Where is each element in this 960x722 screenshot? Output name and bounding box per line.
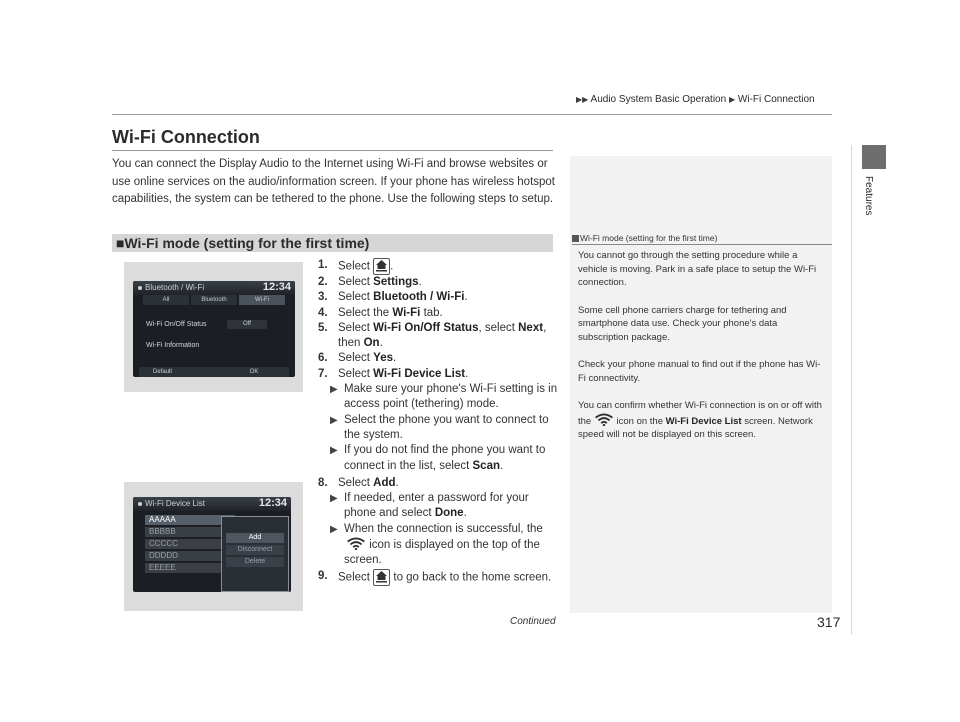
page-number: 317 bbox=[817, 614, 841, 630]
menu-dot-icon bbox=[138, 286, 142, 290]
menu-dot-icon bbox=[138, 502, 142, 506]
screen-tabs bbox=[143, 295, 285, 305]
step-4: 4. Select the Wi-Fi tab. bbox=[318, 306, 443, 319]
tab-all: All bbox=[143, 295, 189, 305]
step-9: 9. Select to go back to the home screen. bbox=[318, 569, 558, 586]
device-list-item: AAAAA bbox=[145, 515, 235, 525]
page-title: Wi-Fi Connection bbox=[112, 127, 260, 147]
step-8-sub-1: ▶ If needed, enter a password for your phone and select Done. bbox=[330, 492, 529, 520]
wifi-icon bbox=[346, 537, 366, 550]
note-heading-text: Wi-Fi mode (setting for the first time) bbox=[580, 233, 718, 243]
home-icon bbox=[373, 258, 390, 275]
step-5: 5. Select Wi-Fi On/Off Status, select Next, then On. bbox=[318, 321, 547, 350]
note-paragraph: You cannot go through the setting procedure while a vehicle is moving. Park in a safe place to setup the Wi-Fi connection. bbox=[578, 250, 817, 288]
home-icon bbox=[373, 569, 390, 586]
triangle-right-icon: ▶▶ bbox=[576, 95, 589, 104]
note-text: You can confirm whether Wi-Fi connection is on or off with the bbox=[578, 400, 822, 427]
note-text: screen. Network speed will not be displayed on this screen. bbox=[578, 415, 813, 440]
step-2: 2. Select Settings. bbox=[318, 276, 422, 288]
device-list-item: DDDDD bbox=[145, 551, 235, 561]
screen-title: Wi-Fi Device List bbox=[145, 499, 206, 508]
arrow-right-icon: ▶ bbox=[330, 493, 338, 505]
device-menu-popup bbox=[221, 516, 289, 592]
note-paragraph: Check your phone manual to find out if the phone has Wi-Fi connectivity. bbox=[578, 359, 821, 384]
section-marker: ■ bbox=[116, 235, 125, 251]
wifi-icon bbox=[594, 413, 614, 426]
step-7-sub-2: ▶ Select the phone you want to connect to the system. bbox=[330, 413, 549, 441]
step-7-sub-3: ▶ If you do not find the phone you want to connect in the list, select Scan. bbox=[330, 444, 546, 472]
device-list-item: BBBBB bbox=[145, 527, 235, 537]
screen-clock: 12:34 bbox=[258, 497, 287, 509]
note-paragraph bbox=[578, 399, 826, 442]
note-paragraph: Some cell phone carriers charge for tethering and smartphone data use. Check your phone's data subscription package. bbox=[578, 304, 787, 343]
note-body bbox=[578, 249, 826, 456]
device-list-item: CCCCC bbox=[145, 539, 235, 549]
chapter-tab bbox=[854, 176, 894, 236]
screen-clock: 12:34 bbox=[262, 281, 291, 293]
screen-wifi-device-list bbox=[133, 497, 291, 592]
screen-title: Bluetooth / Wi-Fi bbox=[145, 283, 205, 292]
menu-disconnect: Disconnect bbox=[226, 545, 284, 555]
menu-delete: Delete bbox=[226, 557, 284, 567]
arrow-right-icon: ▶ bbox=[330, 445, 338, 457]
steps-list bbox=[318, 258, 558, 586]
header-rule bbox=[112, 114, 832, 115]
section-heading bbox=[116, 235, 369, 251]
screen-bluetooth-wifi bbox=[133, 281, 295, 377]
section-title: Wi-Fi mode (setting for the first time) bbox=[124, 235, 370, 251]
step-8: 8. Select Add. bbox=[318, 476, 399, 489]
tab-wifi: Wi-Fi bbox=[239, 295, 285, 305]
chapter-tab-marker bbox=[862, 145, 886, 169]
step-1: 1. Select . bbox=[318, 258, 558, 275]
chapter-tab-label: Features bbox=[863, 176, 874, 216]
continued-label: Continued bbox=[510, 616, 556, 627]
tab-bluetooth: Bluetooth bbox=[191, 295, 237, 305]
note-rule bbox=[572, 244, 832, 245]
screen-footer-default: Default bbox=[139, 367, 223, 377]
step-7: 7. Select Wi-Fi Device List. bbox=[318, 367, 469, 380]
step-6: 6. Select Yes. bbox=[318, 352, 397, 365]
step-3: 3. Select Bluetooth / Wi-Fi. bbox=[318, 291, 468, 304]
breadcrumb bbox=[576, 94, 815, 105]
step-8-sub-2: ▶ When the connection is successful, the icon is displayed on the top of the screen. bbox=[330, 522, 543, 567]
side-divider bbox=[851, 145, 852, 635]
title-rule bbox=[112, 150, 553, 151]
menu-add: Add bbox=[226, 533, 284, 543]
note-heading bbox=[572, 233, 717, 243]
wifi-information-row: Wi-Fi Information bbox=[146, 342, 200, 349]
reference-icon bbox=[572, 235, 579, 242]
note-bold: Wi-Fi Device List bbox=[665, 415, 742, 427]
wifi-status-row: Wi-Fi On/Off Status bbox=[146, 321, 207, 328]
arrow-right-icon: ▶ bbox=[330, 414, 338, 426]
device-list-item: EEEEE bbox=[145, 563, 235, 573]
screen-footer-ok: OK bbox=[219, 367, 289, 377]
wifi-status-value: Off bbox=[227, 320, 267, 329]
intro-paragraph: You can connect the Display Audio to the Internet using Wi-Fi and browse websites or use online services on the audio/information screen. If your phone has wireless hotspot capabilities, the system can be tethered to the phone. Use the following steps to setup. bbox=[112, 158, 556, 205]
triangle-right-icon: ▶ bbox=[728, 95, 736, 104]
step-7-sub-1: ▶ Make sure your phone's Wi-Fi setting is in access point (tethering) mode. bbox=[330, 383, 558, 411]
breadcrumb-page: Wi-Fi Connection bbox=[737, 94, 815, 105]
arrow-right-icon: ▶ bbox=[330, 523, 338, 535]
arrow-right-icon: ▶ bbox=[330, 384, 338, 396]
note-text: icon on the bbox=[616, 415, 663, 427]
breadcrumb-section: Audio System Basic Operation bbox=[590, 94, 727, 105]
